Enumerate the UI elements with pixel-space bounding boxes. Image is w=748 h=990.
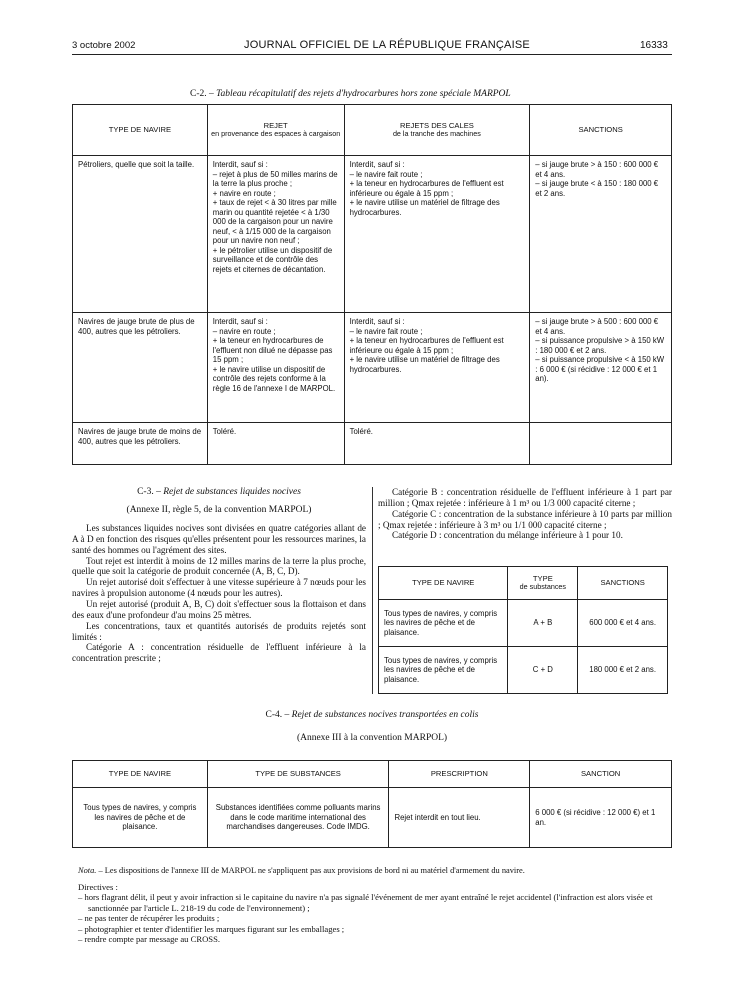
c2-row-plus-400 [73, 313, 672, 423]
c2-row2-sanctions: – si jauge brute > à 500 : 600 000 € et 4 ans. – si puissance propulsive > à 150 kW : 180 000 € et 2 ans. – si puissance propulsive < à 150 kW : 6 000 € (si récidive : 12 000 € et 1 an). [530, 313, 672, 423]
c3-category-d: Catégorie D : concentration du mélange inférieure à 1 pour 10. [392, 530, 623, 541]
c4-header-type: TYPE DE NAVIRE [73, 761, 208, 788]
c4-title: Rejet de substances nocives transportées en colis [291, 710, 479, 720]
nota [78, 866, 672, 875]
c2-row-petroliers [73, 156, 672, 313]
c2-row3-type: Navires de jauge brute de moins de 400, autres que les pétroliers. [73, 423, 208, 465]
c3-table [378, 566, 668, 694]
c2-caption [190, 89, 610, 99]
header-title: JOURNAL OFFICIEL DE LA RÉPUBLIQUE FRANÇAISE [244, 39, 530, 51]
c3-row2-type: Tous types de navires, y compris les navires de pêche et de plaisance. [379, 647, 508, 694]
directive-item: – photographier et tenter d'identifier les marques figurant sur les emballages ; [78, 923, 345, 934]
c4-header-sanction: SANCTION [530, 761, 672, 788]
c3-paragraph: Un rejet autorisé doit s'effectuer à une vitesse supérieure à 7 nœuds pour les navires à propulsion autonome (4 nœuds pour les autres). [72, 577, 366, 599]
c2-header-rejet: REJET en provenance des espaces à cargaison [207, 105, 344, 156]
c4-caption [72, 710, 672, 720]
directive-item: – hors flagrant délit, il peut y avoir infraction si le capitaine du navire n'a pas signalé l'événement de mer ayant entraîné le rejet accidentel (l'infraction est alors visée et sanctionnée par l'article L. 218-19 du code de l'environnement) ; [78, 892, 653, 913]
c3-paragraph: Les concentrations, taux et quantités autorisés de produits rejetés sont limités : [72, 620, 366, 642]
header-rule [72, 54, 672, 55]
c3-row2-subst: C + D [508, 647, 578, 694]
c3-row1-sanction: 600 000 € et 4 ans. [578, 600, 668, 647]
c2-header-sanctions: SANCTIONS [530, 105, 672, 156]
c4-header-substances: TYPE DE SUBSTANCES [207, 761, 389, 788]
c3-prefix: C-3. – [137, 487, 161, 497]
c2-row-moins-400 [73, 423, 672, 465]
c3-header-sanctions: SANCTIONS [578, 567, 668, 600]
c3-category-b: Catégorie B : concentration résiduelle de l'effluent inférieure à 1 part par million ; Qmax rejetée : inférieure à 1 m³ ou 1/3 000 capacité citerne ; [378, 487, 672, 508]
c2-table [72, 104, 672, 465]
c2-row1-cales: Interdit, sauf si : – le navire fait route ; + la teneur en hydrocarbures de l'effluent est inférieure ou égale à 15 ppm ; + le navire utilise un matériel de filtrage des hydrocarbures. [344, 156, 530, 313]
c2-row3-cales: Toléré. [344, 423, 530, 465]
c4-subtitle: (Annexe III à la convention MARPOL) [296, 733, 448, 743]
directives-title: Directives : [78, 882, 118, 892]
c3-paragraph: Tout rejet est interdit à moins de 12 milles marins de la terre la plus proche, quelle que soit la catégorie de produit concernée (A, B, C, D). [72, 555, 366, 577]
c3-left-column [72, 487, 366, 664]
c3-row-cd [379, 647, 668, 694]
page-number: 16333 [640, 40, 668, 51]
c4-table [72, 760, 672, 848]
c2-header-cales: REJETS DES CALES de la tranche des machines [344, 105, 530, 156]
c3-row2-sanction: 180 000 € et 2 ans. [578, 647, 668, 694]
c2-prefix: C-2. – [190, 89, 214, 99]
header-date: 3 octobre 2002 [72, 40, 136, 51]
c2-row3-sanctions [530, 423, 672, 465]
c3-right-column [378, 487, 672, 541]
c4-row [73, 788, 672, 848]
nota-label: Nota. [78, 866, 97, 875]
directive-item: – rendre compte par message au CROSS. [78, 934, 221, 945]
c2-header-type: TYPE DE NAVIRE [73, 105, 208, 156]
c3-header-substances: TYPE de substances [508, 567, 578, 600]
c2-title: Tableau récapitulatif des rejets d'hydrocarbures hors zone spéciale MARPOL [216, 89, 511, 99]
c3-title: Rejet de substances liquides nocives [163, 487, 301, 497]
directives [78, 882, 672, 945]
c2-row2-type: Navires de jauge brute de plus de 400, autres que les pétroliers. [73, 313, 208, 423]
c3-paragraph: Catégorie A : concentration résiduelle de l'effluent inférieure à la concentration prescrite ; [72, 642, 366, 664]
c3-paragraph: Un rejet autorisé (produit A, B, C) doit s'effectuer sous la flottaison et dans des eaux d'une profondeur d'au moins 25 mètres. [72, 599, 366, 620]
c3-row1-type: Tous types de navires, y compris les navires de pêche et de plaisance. [379, 600, 508, 647]
c4-row-sanction: 6 000 € (si récidive : 12 000 €) et 1 an. [530, 788, 672, 848]
c3-header-type: TYPE DE NAVIRE [379, 567, 508, 600]
c3-category-c: Catégorie C : concentration de la substance inférieure à 10 parts par million ; Qmax rejetée : inférieure à 3 m³ ou 1/1 000 capacité citerne ; [378, 508, 672, 530]
c2-row2-cales: Interdit, sauf si : – le navire fait route ; + la teneur en hydrocarbures de l'effluent est inférieure ou égale à 15 ppm ; + le navire utilise un matériel de filtrage des hydrocarbures. [344, 313, 530, 423]
c4-row-prescription: Rejet interdit en tout lieu. [389, 788, 530, 848]
c4-row-type: Tous types de navires, y compris les navires de pêche et de plaisance. [73, 788, 208, 848]
directive-item: – ne pas tenter de récupérer les produits ; [78, 913, 220, 924]
c3-caption [72, 487, 366, 497]
c4-header-prescription: PRESCRIPTION [389, 761, 530, 788]
c2-row1-sanctions: – si jauge brute > à 150 : 600 000 € et 4 ans. – si jauge brute < à 150 : 180 000 € et 2 ans. [530, 156, 672, 313]
c3-subtitle: (Annexe II, règle 5, de la convention MARPOL) [126, 505, 312, 515]
column-divider [372, 487, 373, 694]
c3-row-ab [379, 600, 668, 647]
c4-prefix: C-4. – [265, 710, 290, 720]
c2-row3-rejet: Toléré. [207, 423, 344, 465]
c3-paragraph: Les substances liquides nocives sont divisées en quatre catégories allant de A à D en fonction des risques qu'elles présentent pour les ressources marines, la santé des hommes ou l'agrément des sites. [72, 523, 366, 555]
c2-row1-type: Pétroliers, quelle que soit la taille. [73, 156, 208, 313]
c4-row-subst: Substances identifiées comme polluants marins dans le code maritime international des marchandises dangereuses. Code IMDG. [207, 788, 389, 848]
c3-row1-subst: A + B [508, 600, 578, 647]
nota-text: – Les dispositions de l'annexe III de MARPOL ne s'appliquent pas aux provisions de bord ni au matériel d'armement du navire. [98, 866, 525, 875]
c2-row2-rejet: Interdit, sauf si : – navire en route ; + la teneur en hydrocarbures de l'effluent non dilué ne dépasse pas 15 ppm ; + le navire utilise un dispositif de contrôle des rejets conforme à la règle 16 de l'annexe I de MARPOL. [207, 313, 344, 423]
c2-row1-rejet: Interdit, sauf si : – rejet à plus de 50 milles marins de la terre la plus proche ; + navire en route ; + taux de rejet < à 30 litres par mille marin ou quantité rejetée < à 1/30 000 de la cargaison pour un navire neuf, < à 1/15 000 de la cargaison pour un navire non neuf ; + le pétrolier utilise un dispositif de surveillance et de contrôle des rejets et citernes de décantation. [207, 156, 344, 313]
